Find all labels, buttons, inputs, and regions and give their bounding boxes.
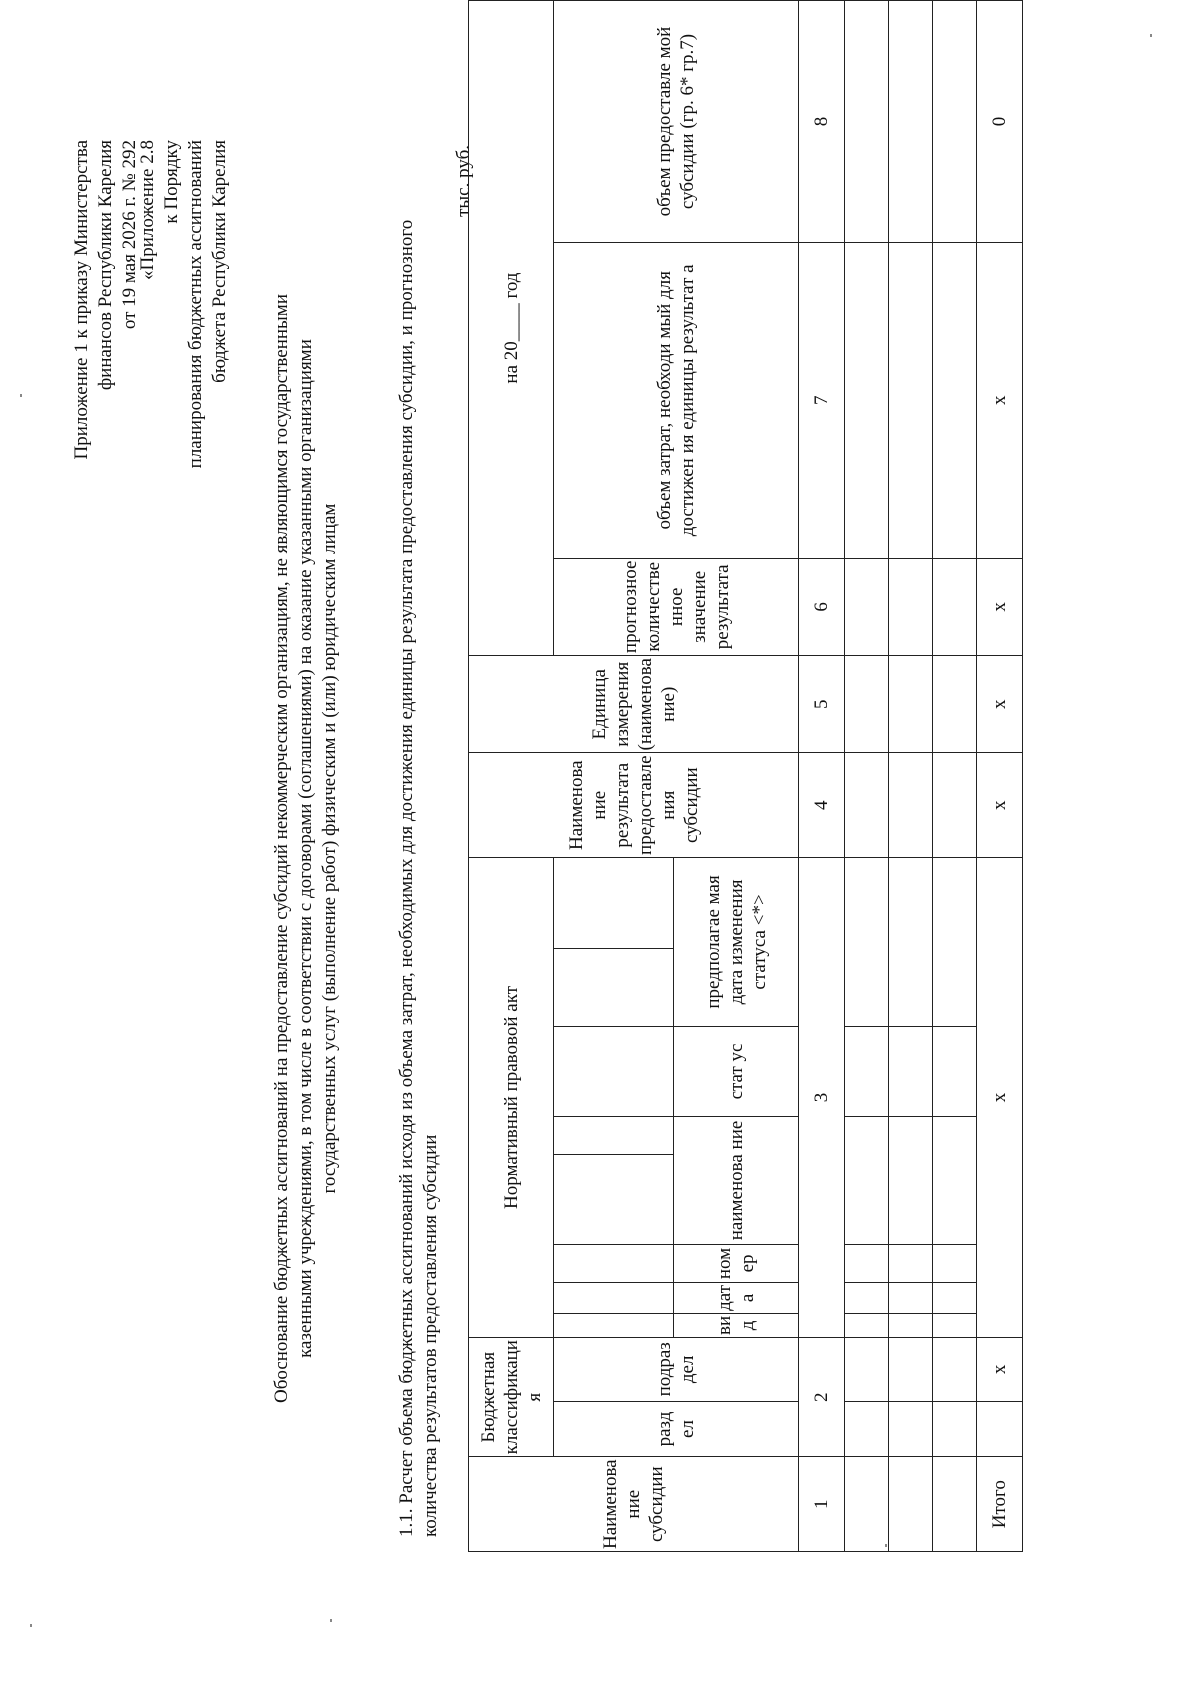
header-npa-blank bbox=[554, 1154, 674, 1244]
header-kind: ви д bbox=[674, 1313, 799, 1337]
total-cell: 0 bbox=[977, 1, 1023, 243]
table-cell[interactable] bbox=[845, 753, 889, 858]
header-npa-blank bbox=[554, 1244, 674, 1282]
table-cell[interactable] bbox=[845, 558, 889, 655]
header-npa-name: наименова ние bbox=[674, 1116, 799, 1244]
table-cell[interactable] bbox=[933, 656, 977, 753]
table-cell[interactable] bbox=[845, 243, 889, 559]
table-cell[interactable] bbox=[933, 753, 977, 858]
table-cell[interactable] bbox=[889, 1026, 933, 1116]
calculation-table bbox=[468, 0, 1023, 1552]
appendix-line: планирования бюджетных ассигнований bbox=[185, 140, 206, 469]
total-cell: x bbox=[977, 243, 1023, 559]
column-number: 6 bbox=[799, 558, 845, 655]
table-cell[interactable] bbox=[845, 1282, 889, 1313]
table-cell[interactable] bbox=[889, 243, 933, 559]
column-number: 2 bbox=[799, 1338, 845, 1457]
table-cell[interactable] bbox=[933, 1282, 977, 1313]
table-cell[interactable] bbox=[933, 1457, 977, 1552]
table-cell[interactable] bbox=[889, 1, 933, 243]
section-title: 1.1. Расчет объема бюджетных ассигнований исходя из объема затрат, необходимых для достижения единицы результата предоставления субсидии, и прогнозного количества результатов предоставления субсидии bbox=[396, 219, 441, 1537]
table-cell[interactable] bbox=[845, 1026, 889, 1116]
table-cell[interactable] bbox=[933, 857, 977, 1026]
table-cell[interactable] bbox=[933, 558, 977, 655]
scan-speck bbox=[20, 394, 22, 397]
table-cell[interactable] bbox=[933, 1338, 977, 1402]
appendix-line: бюджета Республики Карелия bbox=[209, 140, 230, 383]
appendix-reference bbox=[136, 140, 232, 840]
table-cell[interactable] bbox=[889, 857, 933, 1026]
order-reference bbox=[70, 140, 142, 840]
table-cell[interactable] bbox=[845, 1313, 889, 1337]
column-number-row bbox=[799, 1, 845, 1552]
scan-speck bbox=[30, 1624, 32, 1627]
table-cell[interactable] bbox=[889, 1401, 933, 1457]
appendix-line: «Приложение 2.8 bbox=[137, 140, 158, 280]
header-npa-blank bbox=[554, 857, 674, 948]
scan-speck bbox=[885, 1544, 887, 1547]
table-cell[interactable] bbox=[845, 1244, 889, 1282]
table-cell[interactable] bbox=[933, 1401, 977, 1457]
total-cell: x bbox=[977, 558, 1023, 655]
column-number: 4 bbox=[799, 753, 845, 858]
table-cell[interactable] bbox=[889, 558, 933, 655]
total-row bbox=[977, 1, 1023, 1552]
table-row bbox=[933, 1, 977, 1552]
document-heading bbox=[270, 0, 342, 1697]
header-npa-blank bbox=[554, 1282, 674, 1313]
table-cell[interactable] bbox=[845, 857, 889, 1026]
header-npa-blank bbox=[554, 1313, 674, 1337]
header-forecast: прогнозное количестве нное значение результата bbox=[554, 558, 799, 655]
table-cell[interactable] bbox=[933, 1313, 977, 1337]
table-cell[interactable] bbox=[889, 1282, 933, 1313]
table-cell[interactable] bbox=[889, 753, 933, 858]
header-unit: Единица измерения (наименова ние) bbox=[469, 656, 799, 753]
header-npa-blank bbox=[554, 1026, 674, 1116]
total-cell: x bbox=[977, 857, 1023, 1337]
table-cell[interactable] bbox=[889, 1244, 933, 1282]
table-cell[interactable] bbox=[845, 1338, 889, 1402]
appendix-line: к Порядку bbox=[161, 140, 182, 224]
total-cell: x bbox=[977, 753, 1023, 858]
header-budget-classification: Бюджетная классификаци я bbox=[469, 1338, 554, 1457]
table-cell[interactable] bbox=[889, 1116, 933, 1244]
header-status: стат ус bbox=[674, 1026, 799, 1116]
heading-line: Обоснование бюджетных ассигнований на предоставление субсидий некоммерческим организациям, не являющимся государственными bbox=[271, 293, 292, 1404]
table-cell[interactable] bbox=[889, 656, 933, 753]
total-cell: x bbox=[977, 656, 1023, 753]
table-cell[interactable] bbox=[889, 1457, 933, 1552]
order-line: финансов Республики Карелия bbox=[95, 140, 116, 391]
column-number: 1 bbox=[799, 1457, 845, 1552]
total-cell bbox=[977, 1401, 1023, 1457]
column-number: 5 bbox=[799, 656, 845, 753]
table-row bbox=[889, 1, 933, 1552]
order-line: от 19 мая 2026 г. № 292 bbox=[119, 140, 140, 330]
table-cell[interactable] bbox=[933, 1, 977, 243]
header-section: разд ел bbox=[554, 1401, 799, 1457]
header-npa-blank bbox=[554, 1116, 674, 1154]
scan-speck bbox=[330, 1619, 332, 1622]
header-npa-blank bbox=[554, 948, 674, 1026]
column-number: 8 bbox=[799, 1, 845, 243]
header-subsidy-name: Наименова ние субсидии bbox=[469, 1457, 799, 1552]
heading-line: государственных услуг (выполнение работ) физическим и (или) юридическим лицам bbox=[319, 503, 340, 1194]
header-volume: объем предоставле мой субсидии (гр. 6* гр.7) bbox=[554, 1, 799, 243]
header-result-name: Наименова ние результата предоставле ния субсидии bbox=[469, 753, 799, 858]
order-line: Приложение 1 к приказу Министерства bbox=[71, 140, 92, 460]
table-cell[interactable] bbox=[889, 1338, 933, 1402]
header-number: ном ер bbox=[674, 1244, 799, 1282]
column-number: 3 bbox=[799, 857, 845, 1337]
scan-speck bbox=[1150, 34, 1152, 37]
table-cell[interactable] bbox=[933, 1026, 977, 1116]
table-cell[interactable] bbox=[845, 656, 889, 753]
table-row bbox=[845, 1, 889, 1552]
table-cell[interactable] bbox=[933, 243, 977, 559]
total-label: Итого bbox=[977, 1457, 1023, 1552]
table-cell[interactable] bbox=[845, 1, 889, 243]
table-cell[interactable] bbox=[845, 1401, 889, 1457]
header-subsection: подраз дел bbox=[554, 1338, 799, 1402]
header-normative-act: Нормативный правовой акт bbox=[469, 857, 554, 1337]
table-cell[interactable] bbox=[933, 1244, 977, 1282]
column-number: 7 bbox=[799, 243, 845, 559]
total-cell: x bbox=[977, 1338, 1023, 1402]
table-cell[interactable] bbox=[845, 1457, 889, 1552]
header-cost: объем затрат, необходи мый для достижен ия единицы результат а bbox=[554, 243, 799, 559]
header-change-date: предполагае мая дата изменения статуса <*> bbox=[674, 857, 799, 1026]
header-year: на 20____ год bbox=[469, 1, 554, 656]
table-cell[interactable] bbox=[845, 1116, 889, 1244]
table-cell[interactable] bbox=[933, 1116, 977, 1244]
heading-line: казенными учреждениями, в том числе в соответствии с договорами (соглашениями) на оказание указанными организациями bbox=[295, 339, 316, 1358]
header-date: дат а bbox=[674, 1282, 799, 1313]
table-cell[interactable] bbox=[889, 1313, 933, 1337]
units-label: тыс. руб. bbox=[453, 145, 474, 217]
